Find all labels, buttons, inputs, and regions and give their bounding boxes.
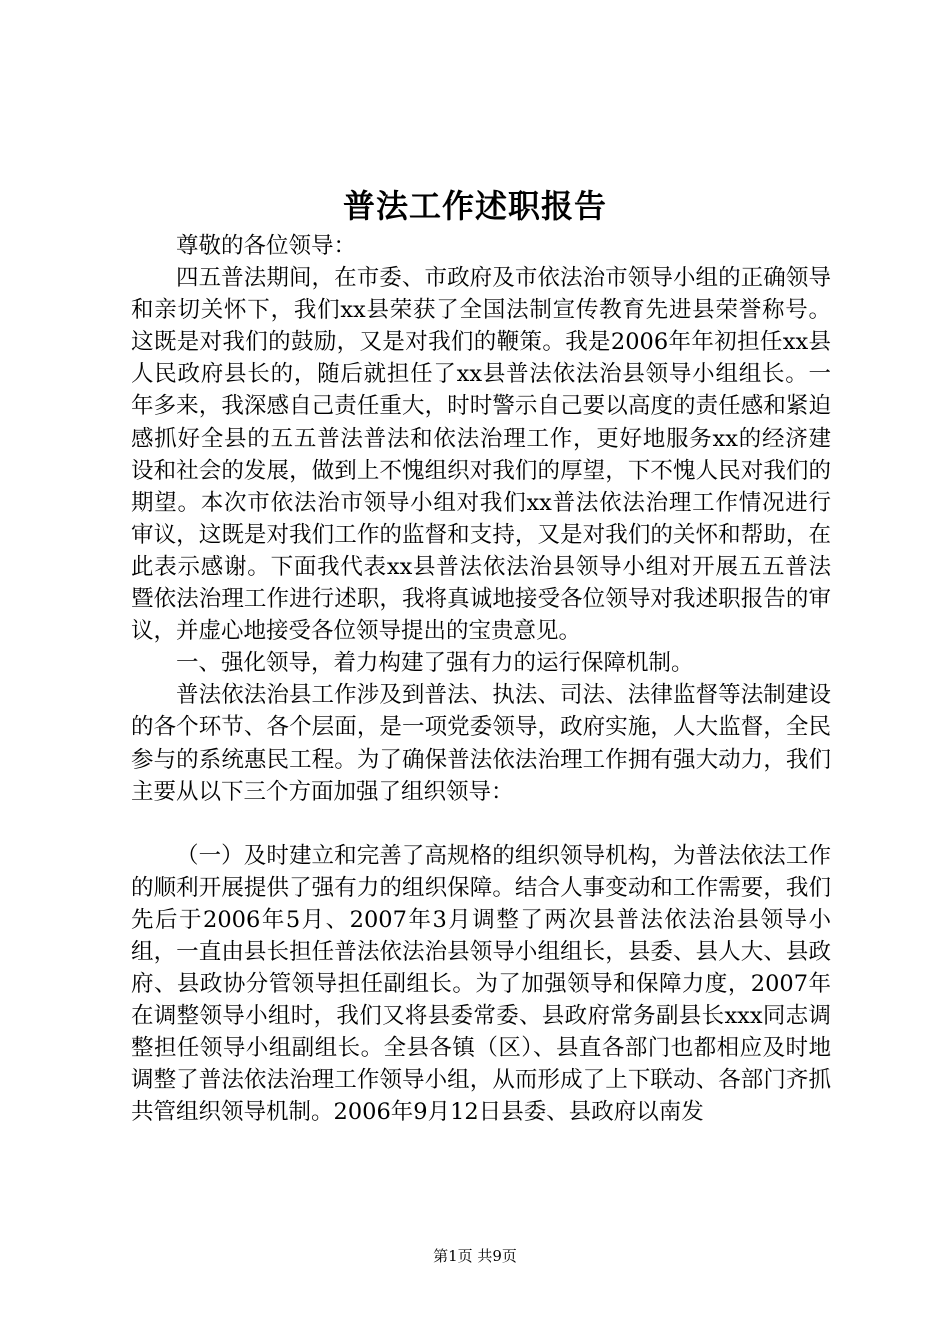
document-body xyxy=(131,230,831,1129)
document-title: 普法工作述职报告 xyxy=(342,187,607,225)
salutation-paragraph: 尊敬的各位领导： xyxy=(176,233,357,259)
subsection-1-paragraph: （一）及时建立和完善了高规格的组织领导机构，为普法依法工作的顺利开展提供了强有力的组织保障。结合人事变动和工作需要，我们先后于2006年5月、2007年3月调整了两次县普法依法治县领导小组，一直由县长担任普法依法治县领导小组组长，县委、县人大、县政府、县政协分管领导担任副组长。为了加强领导和保障力度，2007年在调整领导小组时，我们又将县委常委、县政府常务副县长xxx同志调整担任领导小组副组长。全县各镇（区）、县直各部门也都相应及时地调整了普法依法治理工作领导小组，从而形成了上下联动、各部门齐抓共管组织领导机制。2006年9月12日县委、县政府以南发 xyxy=(131,842,831,1126)
section-1-paragraph: 普法依法治县工作涉及到普法、执法、司法、法律监督等法制建设的各个环节、各个层面，是一项党委领导，政府实施，人大监督，全民参与的系统惠民工程。为了确保普法依法治理工作拥有强大动力，我们主要从以下三个方面加强了组织领导： xyxy=(131,682,831,805)
section-heading-1: 一、强化领导，着力构建了强有力的运行保障机制。 xyxy=(176,650,694,677)
intro-paragraph: 四五普法期间，在市委、市政府及市依法治市领导小组的正确领导和亲切关怀下，我们xx县荣获了全国法制宣传教育先进县荣誉称号。这既是对我们的鼓励，又是对我们的鞭策。我是2006年年初担任xx县人民政府县长的，随后就担任了xx县普法依法治县领导小组组长。一年多来，我深感自己责任重大，时时警示自己要以高度的责任感和紧迫感抓好全县的五五普法普法和依法治理工作，更好地服务xx的经济建设和社会的发展，做到上不愧组织对我们的厚望，下不愧人民对我们的期望。本次市依法治市领导小组对我们xx普法依法治理工作情况进行审议，这既是对我们工作的监督和支持，又是对我们的关怀和帮助，在此表示感谢。下面我代表xx县普法依法治县领导小组对开展五五普法暨依法治理工作进行述职，我将真诚地接受各位领导对我述职报告的审议，并虚心地接受各位领导提出的宝贵意见。 xyxy=(131,265,831,645)
page-footer: 第1页 共9页 xyxy=(433,1247,517,1265)
